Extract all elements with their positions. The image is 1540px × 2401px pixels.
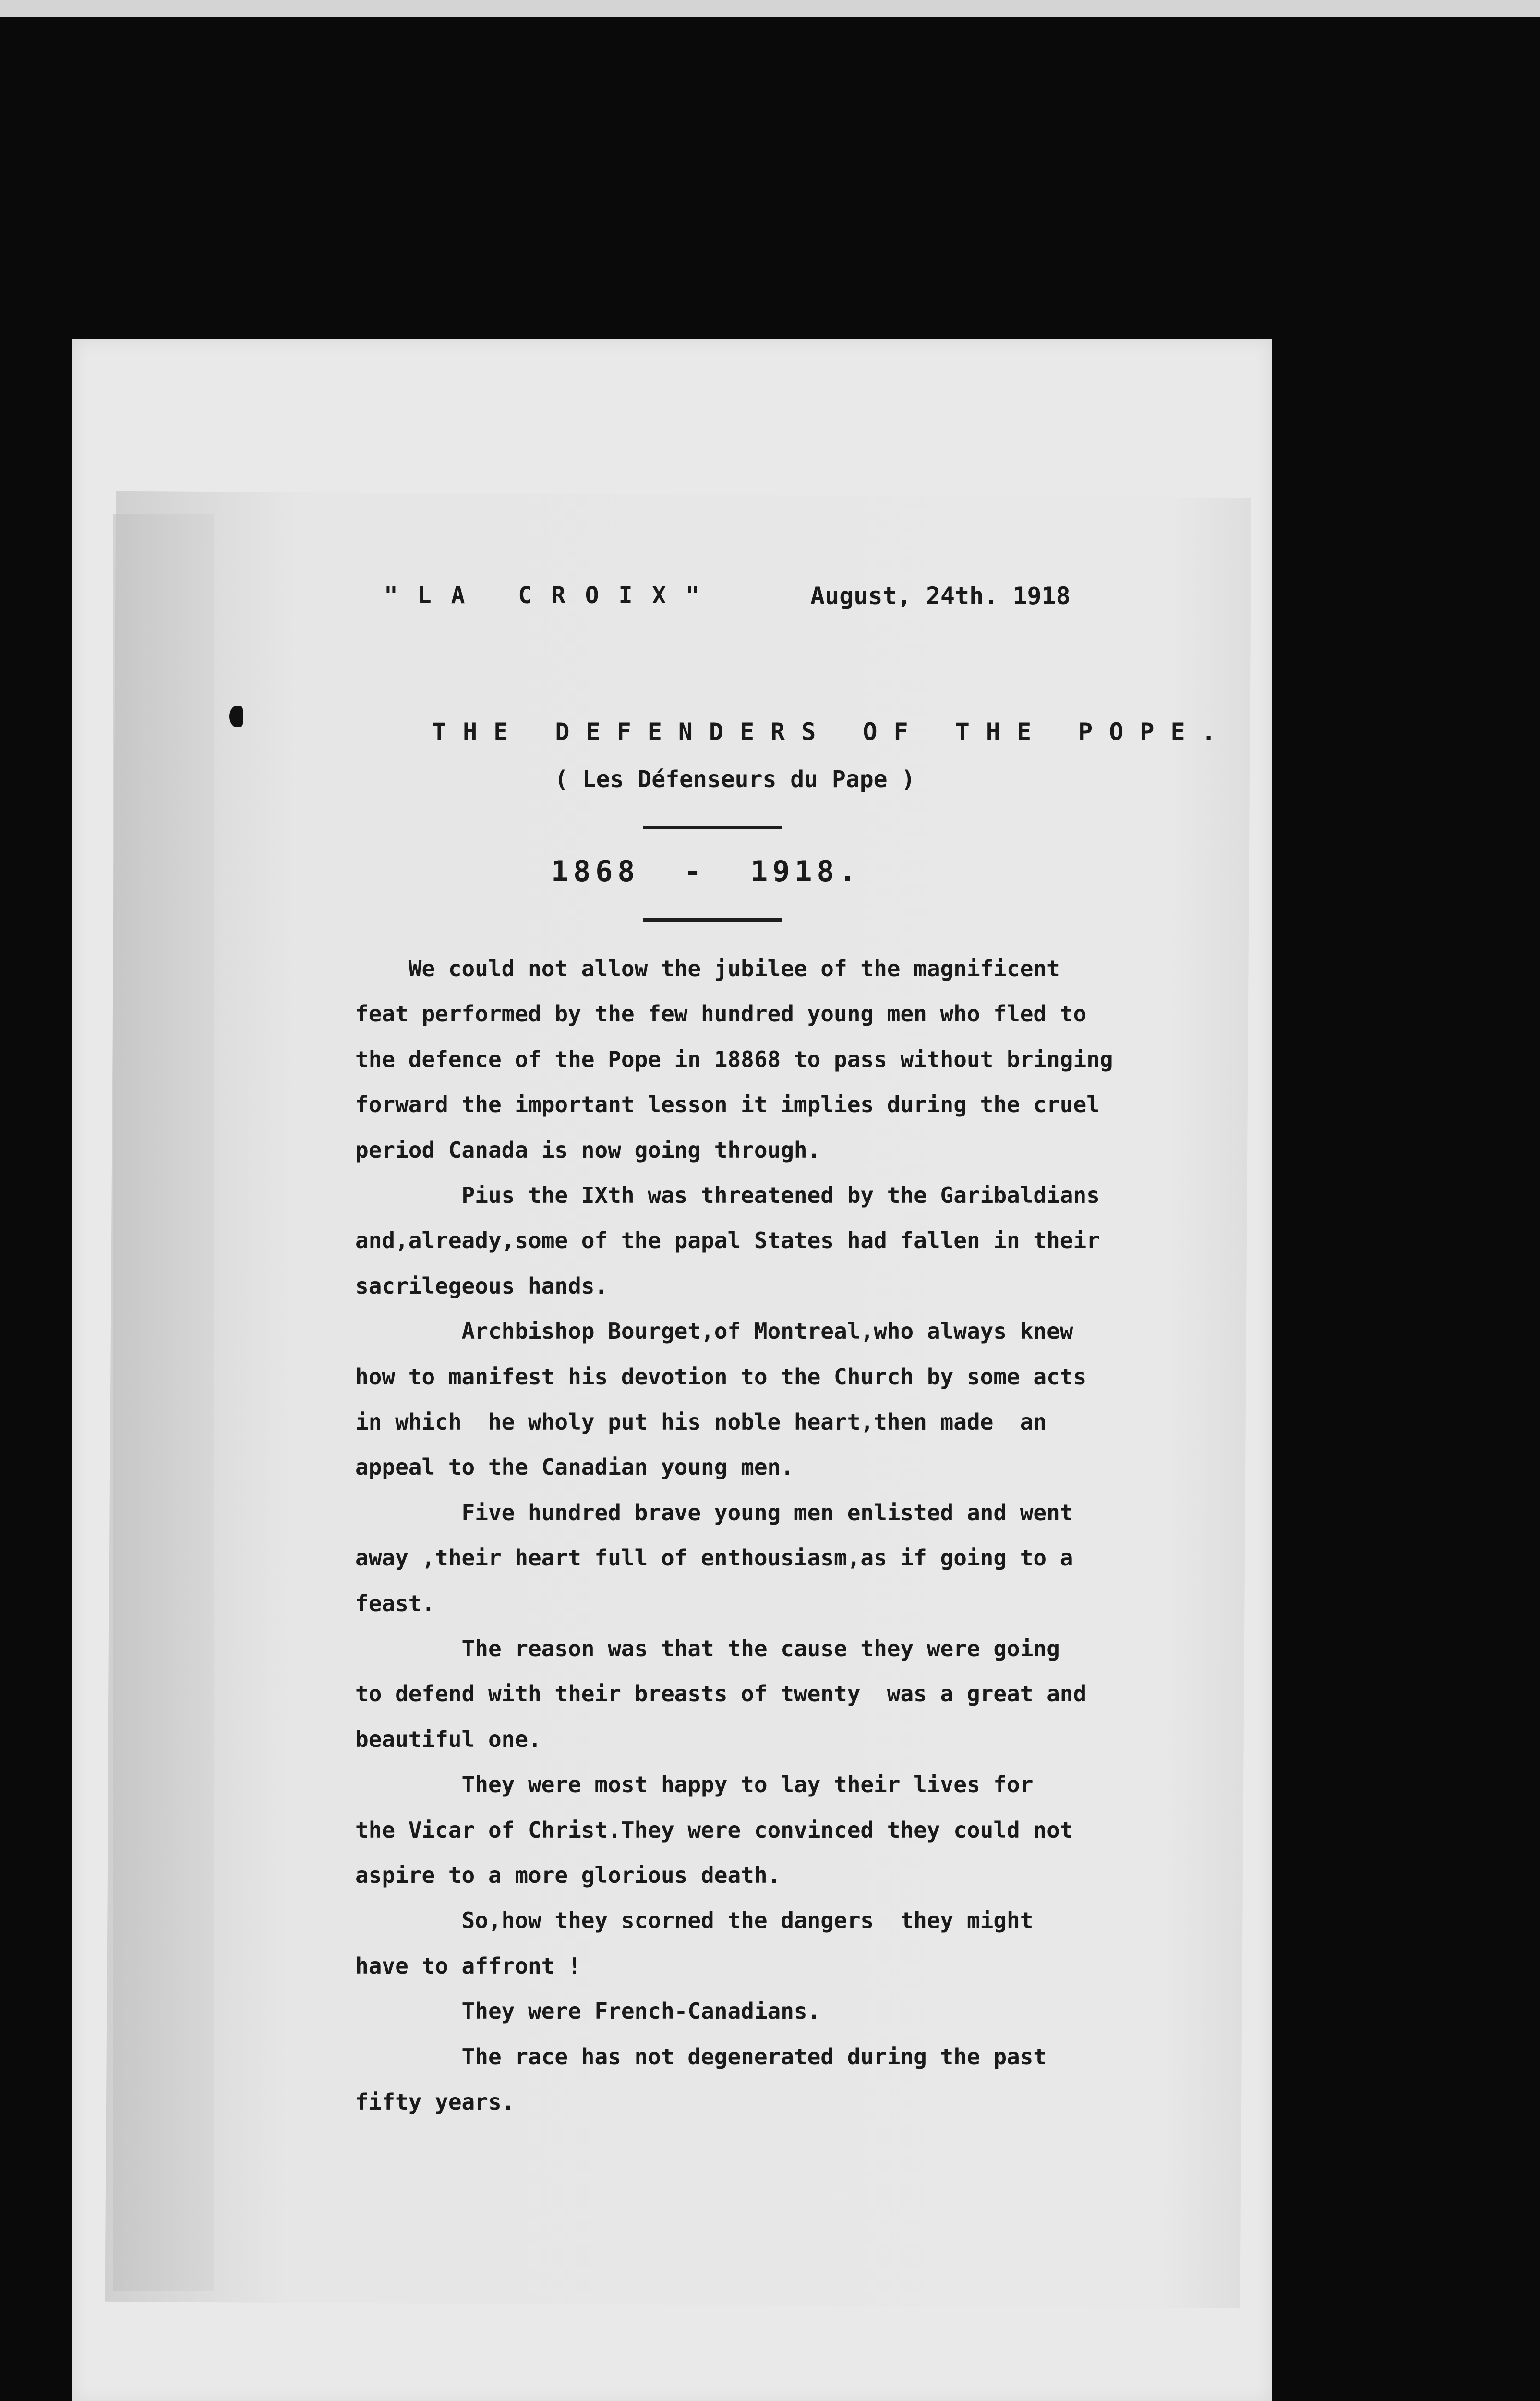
body-text-line: appeal to the Canadian young men. (355, 1454, 794, 1480)
divider-rule (643, 826, 782, 829)
body-text-line: Pius the IXth was threatened by the Garibaldians (355, 1182, 1100, 1208)
body-text-line: period Canada is now going through. (355, 1137, 821, 1163)
document-title: THE DEFENDERS OF THE POPE. (432, 718, 1232, 746)
body-text-line: We could not allow the jubilee of the magnificent (355, 956, 1060, 982)
top-border (0, 0, 1540, 17)
body-text-line: aspire to a more glorious death. (355, 1862, 781, 1888)
body-text-line: how to manifest his devotion to the Church by some acts (355, 1364, 1087, 1390)
body-text-line: feat performed by the few hundred young men who fled to (355, 1001, 1087, 1027)
divider-rule (643, 918, 782, 922)
publication-name: " L A C R O I X " (384, 582, 703, 609)
page-shadow-strip (113, 514, 214, 2291)
body-text-line: away ,their heart full of enthousiasm,as if going to a (355, 1545, 1073, 1571)
body-text-line: So,how they scorned the dangers they might (355, 1907, 1034, 1933)
body-text-line: fifty years. (355, 2089, 515, 2115)
body-text-line: sacrilegeous hands. (355, 1273, 608, 1299)
jubilee-years: 1868 - 1918. (551, 855, 861, 888)
document-subtitle: ( Les Défenseurs du Pape ) (554, 766, 915, 793)
body-text-line: in which he wholy put his noble heart,then made an (355, 1409, 1047, 1435)
binding-hole-mark (229, 706, 243, 727)
body-text-line: The race has not degenerated during the past (355, 2044, 1047, 2070)
body-text-line: the Vicar of Christ.They were convinced they could not (355, 1817, 1073, 1843)
body-text-line: Archbishop Bourget,of Montreal,who always knew (355, 1318, 1073, 1344)
document-page (105, 491, 1251, 2308)
body-text-line: have to affront ! (355, 1953, 581, 1979)
body-text-line: They were most happy to lay their lives for (355, 1771, 1034, 1797)
body-text-line: the defence of the Pope in 18868 to pass without bringing (355, 1046, 1113, 1072)
body-text-line: The reason was that the cause they were going (355, 1636, 1060, 1661)
body-text-line: Five hundred brave young men enlisted and went (355, 1500, 1073, 1526)
document-date: August, 24th. 1918 (810, 582, 1071, 610)
body-text-line: They were French-Canadians. (355, 1998, 821, 2024)
body-text-line: feast. (355, 1590, 435, 1616)
body-text-line: and,already,some of the papal States had fallen in their (355, 1227, 1100, 1253)
body-text-line: beautiful one. (355, 1726, 541, 1752)
body-text-line: to defend with their breasts of twenty was a great and (355, 1681, 1087, 1707)
body-text-line: forward the important lesson it implies during the cruel (355, 1091, 1100, 1117)
